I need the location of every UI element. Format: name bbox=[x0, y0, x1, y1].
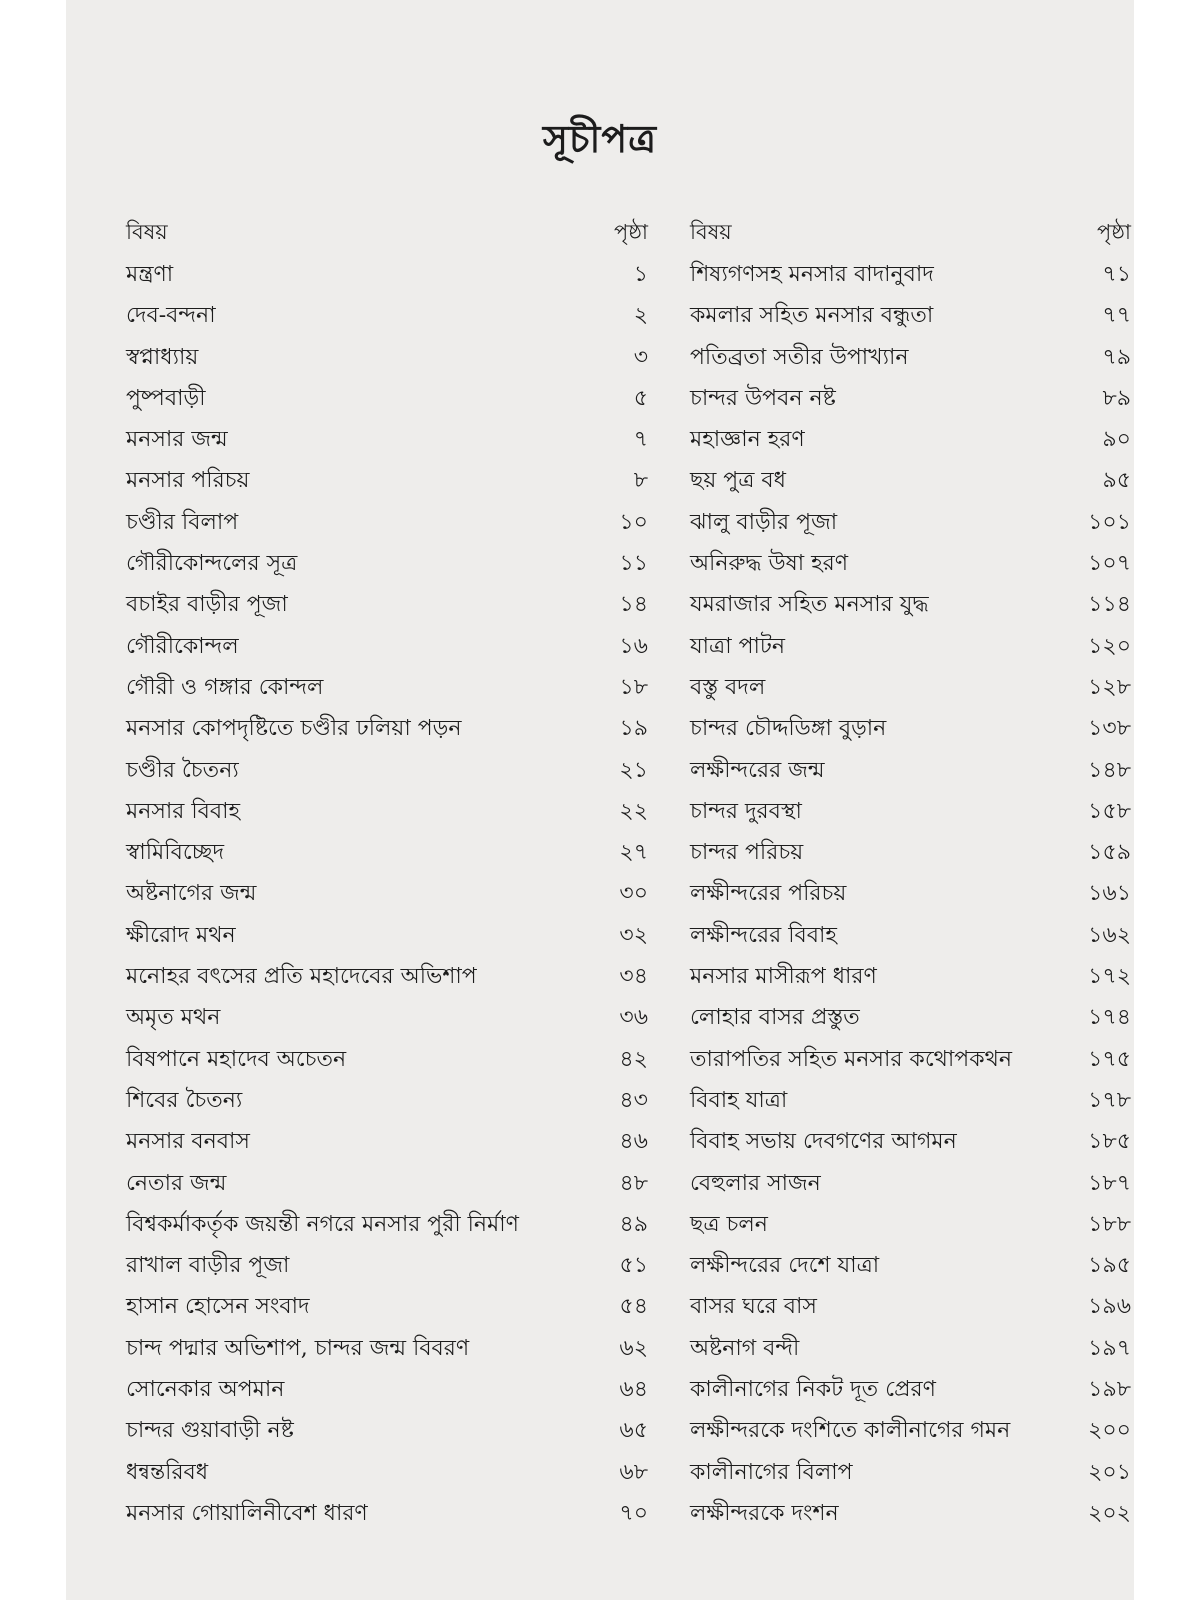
toc-entry bbox=[126, 543, 658, 584]
entry-subject: যাত্রা পাটন bbox=[690, 633, 786, 659]
toc-entry bbox=[626, 543, 1131, 584]
entry-subject: স্বামিবিচ্ছেদ bbox=[126, 840, 225, 866]
toc-left-entries bbox=[126, 254, 658, 1534]
toc-entry bbox=[126, 832, 658, 873]
entry-page-number: ৮ bbox=[633, 468, 648, 494]
toc-entry bbox=[126, 750, 658, 791]
toc-entry bbox=[626, 791, 1131, 832]
entry-subject: অমৃত মথন bbox=[126, 1005, 221, 1031]
entry-page-number: ১২০ bbox=[1088, 633, 1131, 659]
entry-subject: মনসার বনবাস bbox=[126, 1129, 250, 1155]
page-title: সূচীপত্র bbox=[542, 116, 658, 161]
entry-subject: বিষপানে মহাদেব অচেতন bbox=[126, 1046, 347, 1072]
toc-entry bbox=[626, 1204, 1131, 1245]
entry-page-number: ৫৪ bbox=[619, 1294, 648, 1320]
toc-entry bbox=[126, 1245, 658, 1286]
toc-entry bbox=[626, 1286, 1131, 1327]
entry-page-number: ৭০ bbox=[619, 1500, 648, 1526]
entry-page-number: ১৫৮ bbox=[1088, 798, 1131, 824]
toc-entry bbox=[126, 1039, 658, 1080]
toc-entry bbox=[126, 1204, 658, 1245]
entry-page-number: ৭৭ bbox=[1102, 303, 1131, 329]
entry-page-number: ৩৬ bbox=[619, 1005, 648, 1031]
toc-entry bbox=[626, 956, 1131, 997]
entry-subject: তারাপতির সহিত মনসার কথোপকথন bbox=[690, 1046, 1012, 1072]
entry-subject: বাসর ঘরে বাস bbox=[690, 1294, 817, 1320]
page-header: পৃষ্ঠা bbox=[1096, 220, 1131, 244]
entry-subject: গৌরীকোন্দল bbox=[126, 633, 239, 659]
entry-page-number: ১৮৫ bbox=[1088, 1129, 1131, 1155]
toc-right-entries bbox=[626, 254, 1131, 1534]
toc-left-column bbox=[126, 210, 658, 1534]
entry-subject: শিষ্যগণসহ মনসার বাদানুবাদ bbox=[690, 262, 934, 287]
entry-page-number: ১৯৮ bbox=[1088, 1377, 1131, 1403]
toc-entry bbox=[126, 1080, 658, 1121]
toc-entry bbox=[626, 750, 1131, 791]
entry-subject: গৌরীকোন্দলের সূত্র bbox=[126, 551, 298, 577]
entry-subject: চণ্ডীর চৈতন্য bbox=[126, 757, 239, 783]
toc-entry bbox=[626, 1452, 1131, 1493]
entry-page-number: ৬৪ bbox=[619, 1377, 648, 1403]
entry-page-number: ১৯৬ bbox=[1088, 1294, 1131, 1320]
toc-entry bbox=[126, 915, 658, 956]
toc-header-row bbox=[626, 210, 1131, 254]
entry-page-number: ১৭২ bbox=[1088, 964, 1131, 990]
toc-entry bbox=[626, 915, 1131, 956]
entry-page-number: ১৭৪ bbox=[1088, 1005, 1131, 1031]
toc-entry bbox=[626, 1328, 1131, 1369]
entry-page-number: ৩০ bbox=[619, 881, 648, 907]
entry-page-number: ৪৯ bbox=[619, 1211, 648, 1237]
entry-page-number: ৩২ bbox=[619, 922, 648, 948]
entry-page-number: ২০২ bbox=[1088, 1500, 1131, 1526]
entry-subject: গৌরী ও গঙ্গার কোন্দল bbox=[126, 674, 324, 700]
entry-page-number: ১০১ bbox=[1088, 509, 1131, 535]
entry-page-number: ৯০ bbox=[1102, 427, 1131, 453]
entry-subject: ক্ষীরোদ মথন bbox=[126, 922, 236, 948]
entry-subject: মহাজ্ঞান হরণ bbox=[690, 427, 805, 453]
entry-subject: লক্ষীন্দরের বিবাহ bbox=[690, 922, 837, 948]
entry-page-number: ৪২ bbox=[619, 1046, 648, 1072]
entry-page-number: ৪৮ bbox=[619, 1170, 648, 1196]
entry-page-number: ১৯৫ bbox=[1088, 1253, 1131, 1279]
toc-entry bbox=[126, 708, 658, 749]
toc-entry bbox=[626, 1163, 1131, 1204]
toc-entry bbox=[126, 997, 658, 1038]
entry-page-number: ১০৭ bbox=[1088, 551, 1131, 577]
entry-subject: লক্ষীন্দরের জন্ম bbox=[690, 757, 825, 783]
page-header: পৃষ্ঠা bbox=[613, 220, 648, 244]
toc-entry bbox=[126, 254, 658, 295]
entry-page-number: ১৬১ bbox=[1088, 881, 1131, 907]
entry-page-number: ২৭ bbox=[619, 840, 648, 866]
entry-page-number: ১৭৫ bbox=[1088, 1046, 1131, 1072]
toc-entry bbox=[126, 667, 658, 708]
entry-page-number: ১৭৮ bbox=[1088, 1087, 1131, 1113]
toc-entry bbox=[626, 1121, 1131, 1162]
entry-page-number: ১৩৮ bbox=[1088, 716, 1131, 742]
entry-subject: বিবাহ সভায় দেবগণের আগমন bbox=[690, 1129, 957, 1155]
toc-right-column bbox=[626, 210, 1131, 1534]
toc-entry bbox=[626, 337, 1131, 378]
entry-subject: বচাইর বাড়ীর পূজা bbox=[126, 592, 288, 618]
entry-subject: বিশ্বকর্মাকর্তৃক জয়ন্তী নগরে মনসার পুরী নির্মাণ bbox=[126, 1211, 519, 1237]
toc-entry bbox=[126, 378, 658, 419]
toc-entry bbox=[626, 832, 1131, 873]
toc-entry bbox=[126, 626, 658, 667]
entry-subject: বিবাহ যাত্রা bbox=[690, 1087, 788, 1113]
entry-page-number: ১০ bbox=[619, 509, 648, 535]
toc-entry bbox=[126, 956, 658, 997]
toc-entry bbox=[626, 1410, 1131, 1451]
toc-entry bbox=[626, 1493, 1131, 1534]
entry-subject: চান্দর উপবন নষ্ট bbox=[690, 385, 836, 411]
toc-entry bbox=[126, 1493, 658, 1534]
entry-page-number: ১৮ bbox=[619, 674, 648, 700]
entry-subject: অষ্টনাগের জন্ম bbox=[126, 881, 257, 907]
toc-entry bbox=[626, 626, 1131, 667]
entry-subject: মনোহর বৎসের প্রতি মহাদেবের অভিশাপ bbox=[126, 964, 477, 990]
entry-subject: যমরাজার সহিত মনসার যুদ্ধ bbox=[690, 592, 929, 618]
entry-subject: দেব-বন্দনা bbox=[126, 303, 216, 329]
toc-entry bbox=[626, 667, 1131, 708]
toc-entry bbox=[626, 378, 1131, 419]
entry-subject: কমলার সহিত মনসার বন্ধুতা bbox=[690, 303, 934, 329]
entry-page-number: ৩৪ bbox=[619, 964, 648, 990]
entry-subject: চান্দর দুরবস্থা bbox=[690, 798, 802, 824]
toc-entry bbox=[626, 254, 1131, 295]
toc-entry bbox=[126, 1286, 658, 1327]
entry-page-number: ২২ bbox=[619, 798, 648, 824]
entry-page-number: ১৬২ bbox=[1088, 922, 1131, 948]
book-page bbox=[66, 0, 1134, 1600]
entry-subject: স্বপ্নাধ্যায় bbox=[126, 344, 199, 370]
toc-entry bbox=[626, 1080, 1131, 1121]
entry-page-number: ৭১ bbox=[1102, 262, 1131, 287]
entry-subject: সোনেকার অপমান bbox=[126, 1377, 285, 1403]
toc-entry bbox=[126, 584, 658, 625]
entry-subject: চান্দর চৌদ্দডিঙ্গা বুড়ান bbox=[690, 716, 887, 742]
entry-page-number: ৬২ bbox=[619, 1335, 648, 1361]
entry-page-number: ১ bbox=[633, 262, 648, 287]
entry-page-number: ১৯৭ bbox=[1088, 1335, 1131, 1361]
toc-entry bbox=[626, 295, 1131, 336]
entry-subject: পুষ্পবাড়ী bbox=[126, 385, 206, 411]
entry-page-number: ১৪ bbox=[619, 592, 648, 618]
toc-entry bbox=[626, 419, 1131, 460]
toc-entry bbox=[626, 1039, 1131, 1080]
entry-page-number: ১১৪ bbox=[1088, 592, 1131, 618]
entry-page-number: ১৫৯ bbox=[1088, 840, 1131, 866]
toc-entry bbox=[626, 460, 1131, 501]
entry-subject: কালীনাগের নিকট দূত প্রেরণ bbox=[690, 1377, 936, 1403]
entry-subject: অনিরুদ্ধ উষা হরণ bbox=[690, 551, 849, 577]
entry-page-number: ১৯ bbox=[619, 716, 648, 742]
entry-subject: নেতার জন্ম bbox=[126, 1170, 227, 1196]
entry-subject: চান্দ পদ্মার অভিশাপ, চান্দর জন্ম বিবরণ bbox=[126, 1335, 470, 1361]
entry-page-number: ৭৯ bbox=[1102, 344, 1131, 370]
entry-subject: মনসার জন্ম bbox=[126, 427, 228, 453]
toc-entry bbox=[626, 1245, 1131, 1286]
toc-entry bbox=[126, 791, 658, 832]
toc-entry bbox=[626, 997, 1131, 1038]
toc-entry bbox=[126, 1163, 658, 1204]
entry-subject: লক্ষীন্দরকে দংশন bbox=[690, 1500, 839, 1526]
entry-page-number: ১৬ bbox=[619, 633, 648, 659]
entry-subject: লক্ষীন্দরের দেশে যাত্রা bbox=[690, 1253, 880, 1279]
entry-page-number: ২১ bbox=[619, 757, 648, 783]
entry-page-number: ৬৫ bbox=[619, 1418, 648, 1444]
toc-entry bbox=[626, 1369, 1131, 1410]
entry-page-number: ১৪৮ bbox=[1088, 757, 1131, 783]
subject-header: বিষয় bbox=[690, 220, 732, 244]
entry-page-number: ৩ bbox=[633, 344, 648, 370]
entry-page-number: ৪৬ bbox=[619, 1129, 648, 1155]
entry-subject: মন্ত্রণা bbox=[126, 262, 174, 287]
entry-subject: লোহার বাসর প্রস্তুত bbox=[690, 1005, 860, 1031]
entry-subject: লক্ষীন্দরের পরিচয় bbox=[690, 881, 847, 907]
toc-entry bbox=[126, 873, 658, 914]
entry-subject: চান্দর গুয়াবাড়ী নষ্ট bbox=[126, 1418, 294, 1444]
toc-entry bbox=[126, 337, 658, 378]
entry-page-number: ২ bbox=[633, 303, 648, 329]
entry-page-number: ১৮৭ bbox=[1088, 1170, 1131, 1196]
toc-entry bbox=[126, 1369, 658, 1410]
toc-entry bbox=[626, 708, 1131, 749]
toc-entry bbox=[126, 419, 658, 460]
entry-subject: ধন্বন্তরিবধ bbox=[126, 1459, 209, 1485]
toc-entry bbox=[126, 1121, 658, 1162]
entry-subject: বেহুলার সাজন bbox=[690, 1170, 821, 1196]
entry-subject: লক্ষীন্দরকে দংশিতে কালীনাগের গমন bbox=[690, 1418, 1011, 1444]
entry-subject: হাসান হোসেন সংবাদ bbox=[126, 1294, 310, 1320]
entry-subject: শিবের চৈতন্য bbox=[126, 1087, 243, 1113]
entry-subject: চণ্ডীর বিলাপ bbox=[126, 509, 239, 535]
entry-page-number: ৮৯ bbox=[1102, 385, 1131, 411]
entry-subject: কালীনাগের বিলাপ bbox=[690, 1459, 853, 1485]
entry-page-number: ২০১ bbox=[1088, 1459, 1131, 1485]
entry-subject: চান্দর পরিচয় bbox=[690, 840, 804, 866]
toc-entry bbox=[126, 460, 658, 501]
toc-header-row bbox=[126, 210, 658, 254]
toc-entry bbox=[626, 584, 1131, 625]
entry-subject: বস্তু বদল bbox=[690, 674, 766, 700]
entry-subject: মনসার কোপদৃষ্টিতে চণ্ডীর ঢলিয়া পড়ন bbox=[126, 716, 462, 742]
entry-subject: রাখাল বাড়ীর পূজা bbox=[126, 1253, 290, 1279]
entry-page-number: ১৮৮ bbox=[1088, 1211, 1131, 1237]
entry-subject: ছয় পুত্র বধ bbox=[690, 468, 786, 494]
entry-subject: মনসার মাসীরূপ ধারণ bbox=[690, 964, 877, 990]
toc-entry bbox=[126, 1328, 658, 1369]
toc-entry bbox=[626, 502, 1131, 543]
entry-page-number: ৭ bbox=[633, 427, 648, 453]
entry-subject: অষ্টনাগ বন্দী bbox=[690, 1335, 800, 1361]
entry-subject: মনসার গোয়ালিনীবেশ ধারণ bbox=[126, 1500, 368, 1526]
entry-page-number: ৫১ bbox=[619, 1253, 648, 1279]
entry-page-number: ১২৮ bbox=[1088, 674, 1131, 700]
toc-entry bbox=[126, 1410, 658, 1451]
entry-subject: মনসার পরিচয় bbox=[126, 468, 250, 494]
toc-entry bbox=[126, 502, 658, 543]
entry-page-number: ৬৮ bbox=[619, 1459, 648, 1485]
entry-page-number: ৯৫ bbox=[1102, 468, 1131, 494]
entry-page-number: ৫ bbox=[633, 385, 648, 411]
entry-subject: ঝালু বাড়ীর পূজা bbox=[690, 509, 838, 535]
toc-entry bbox=[126, 295, 658, 336]
entry-page-number: ২০০ bbox=[1088, 1418, 1131, 1444]
entry-subject: ছত্র চলন bbox=[690, 1211, 768, 1237]
entry-page-number: ১১ bbox=[619, 551, 648, 577]
entry-subject: পতিব্রতা সতীর উপাখ্যান bbox=[690, 344, 909, 370]
entry-subject: মনসার বিবাহ bbox=[126, 798, 241, 824]
entry-page-number: ৪৩ bbox=[619, 1087, 648, 1113]
subject-header: বিষয় bbox=[126, 220, 168, 244]
toc-entry bbox=[126, 1452, 658, 1493]
toc-entry bbox=[626, 873, 1131, 914]
